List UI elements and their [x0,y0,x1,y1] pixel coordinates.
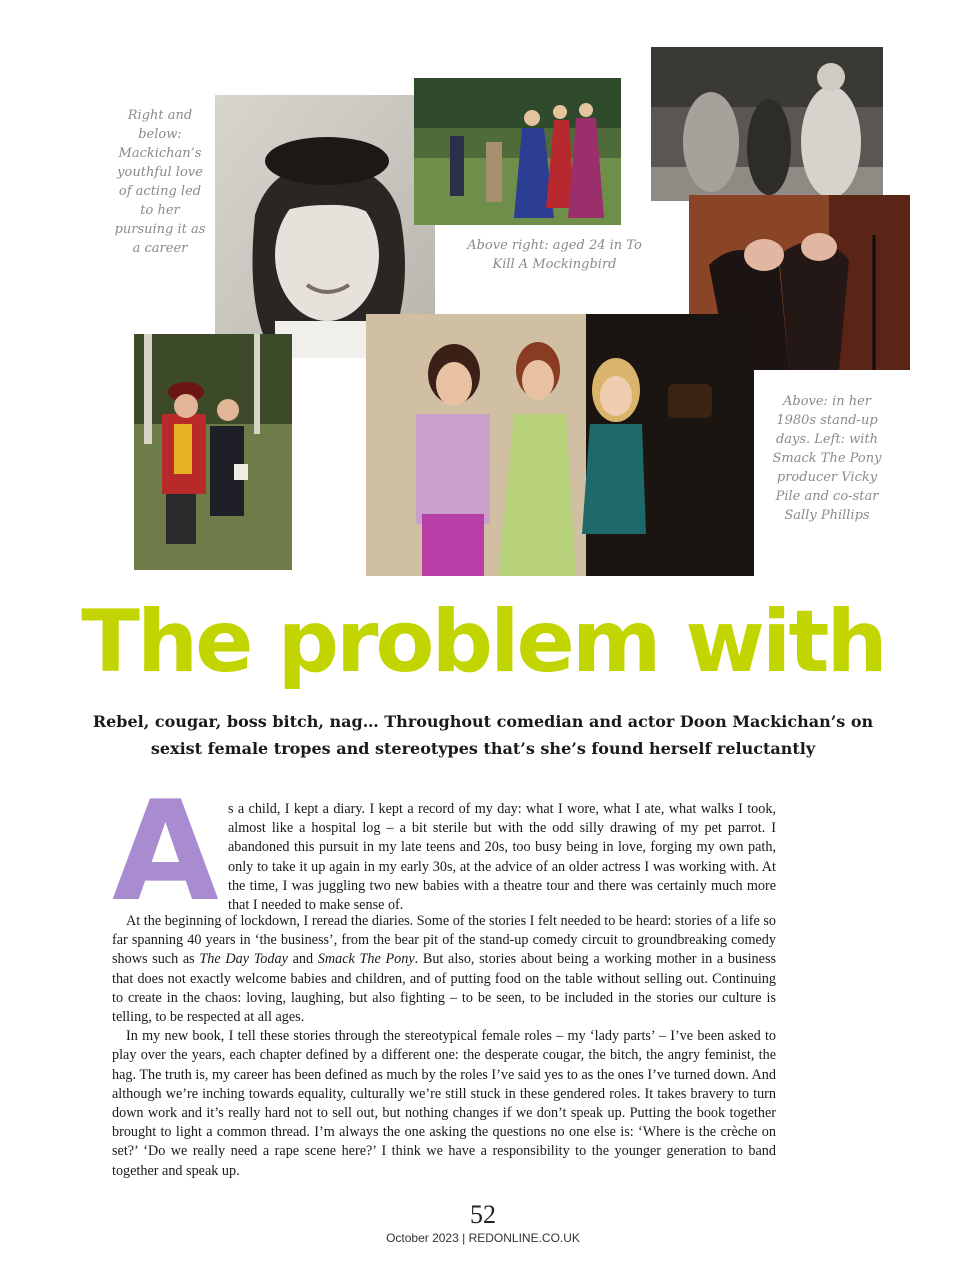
three-women-photo [366,314,754,576]
paragraph-2-part-a: At the beginning of lockdown, I reread the diaries. Some of the stories I felt needed to be heard: stories of a life so far spanning 40 years in ‘the business’, from the bear pit of the stand-up comedy circuit to groundbreaking comedy shows such as [112,913,776,968]
paragraph-3: In my new book, I tell these stories through the stereotypical female roles – my ‘lady parts’ – I’ve been asked to play over the years, each chapter defined by a different one: the desperate cougar, the bitch, the angry feminist, the hag. The truth is, my career has been defined as much by the roles I’ve said yes to as the ones I’ve turned down. And although we’re inching towards equality, culturally we’re still stuck in these gendered roles. It takes bravery to turn down work and it’s really hard not to sell out, but nothing changes if we don’t speak up. Putting the book together brought to light a common thread. I’m always the one asking the questions no one else is: ‘Where is the crèche on set?’ ‘Do we really need a rape scene here?’ I think we have a responsibility to the younger generation to band together and speak up. [112,1028,776,1179]
standfirst: Rebel, cougar, boss bitch, nag… Throughout comedian and actor Doon Mackichan’s on sexist female tropes and stereotypes that’s she’s found herself reluctantly [92,712,874,758]
show-title-2: Smack The Pony [317,951,415,968]
paragraph-2-and: and [287,951,318,968]
show-title-1: The Day Today [199,951,288,968]
body-paragraphs [112,912,776,1181]
body-paragraph-1 [112,800,776,915]
caption-left: Right and below: Mackichan’s youthful love of acting led to her pursuing it as a career [114,108,206,256]
drop-cap: A [112,771,219,932]
paragraph-2-part-b: . But also, stories about being a working mother in a business that does not exactly welcome babies and children, and of putting food on the table without selling out. Continuing to create in the chaos: loving, laughing, but also fighting – to be seen, to be included in the stories our culture is telling, to be respected at all ages. [112,951,776,1026]
paragraph-2 [112,912,776,1027]
paragraph-1-text: s a child, I kept a diary. I kept a record of my day: what I wore, what I ate, what walks I took, almost like a hospital log – a bit sterile but with the odd silly drawing of my pet parrot. I abandoned this pursuit in my late teens and 20s, too busy being in love, forging my own path, only to take it up again in my early 30s, at the advice of an older actress I was working with. At the time, I was juggling two new babies with a theatre tour and there was certainly much more that I needed to make sense of. [228,801,776,914]
childhood-photo [134,334,292,570]
footer-line: October 2023 | REDONLINE.CO.UK [386,1231,580,1245]
page-number: 52 [470,1200,496,1229]
caption-right: Above: in her 1980s stand-up days. Left: with Smack The Pony producer Vicky Pile and co-star Sally Phillips [772,394,882,523]
headline: The problem with [81,592,885,692]
costume-group-photo [414,78,621,225]
stage-scene-photo [651,47,883,201]
caption-middle: Above right: aged 24 in To Kill A Mockingbird [467,238,642,272]
